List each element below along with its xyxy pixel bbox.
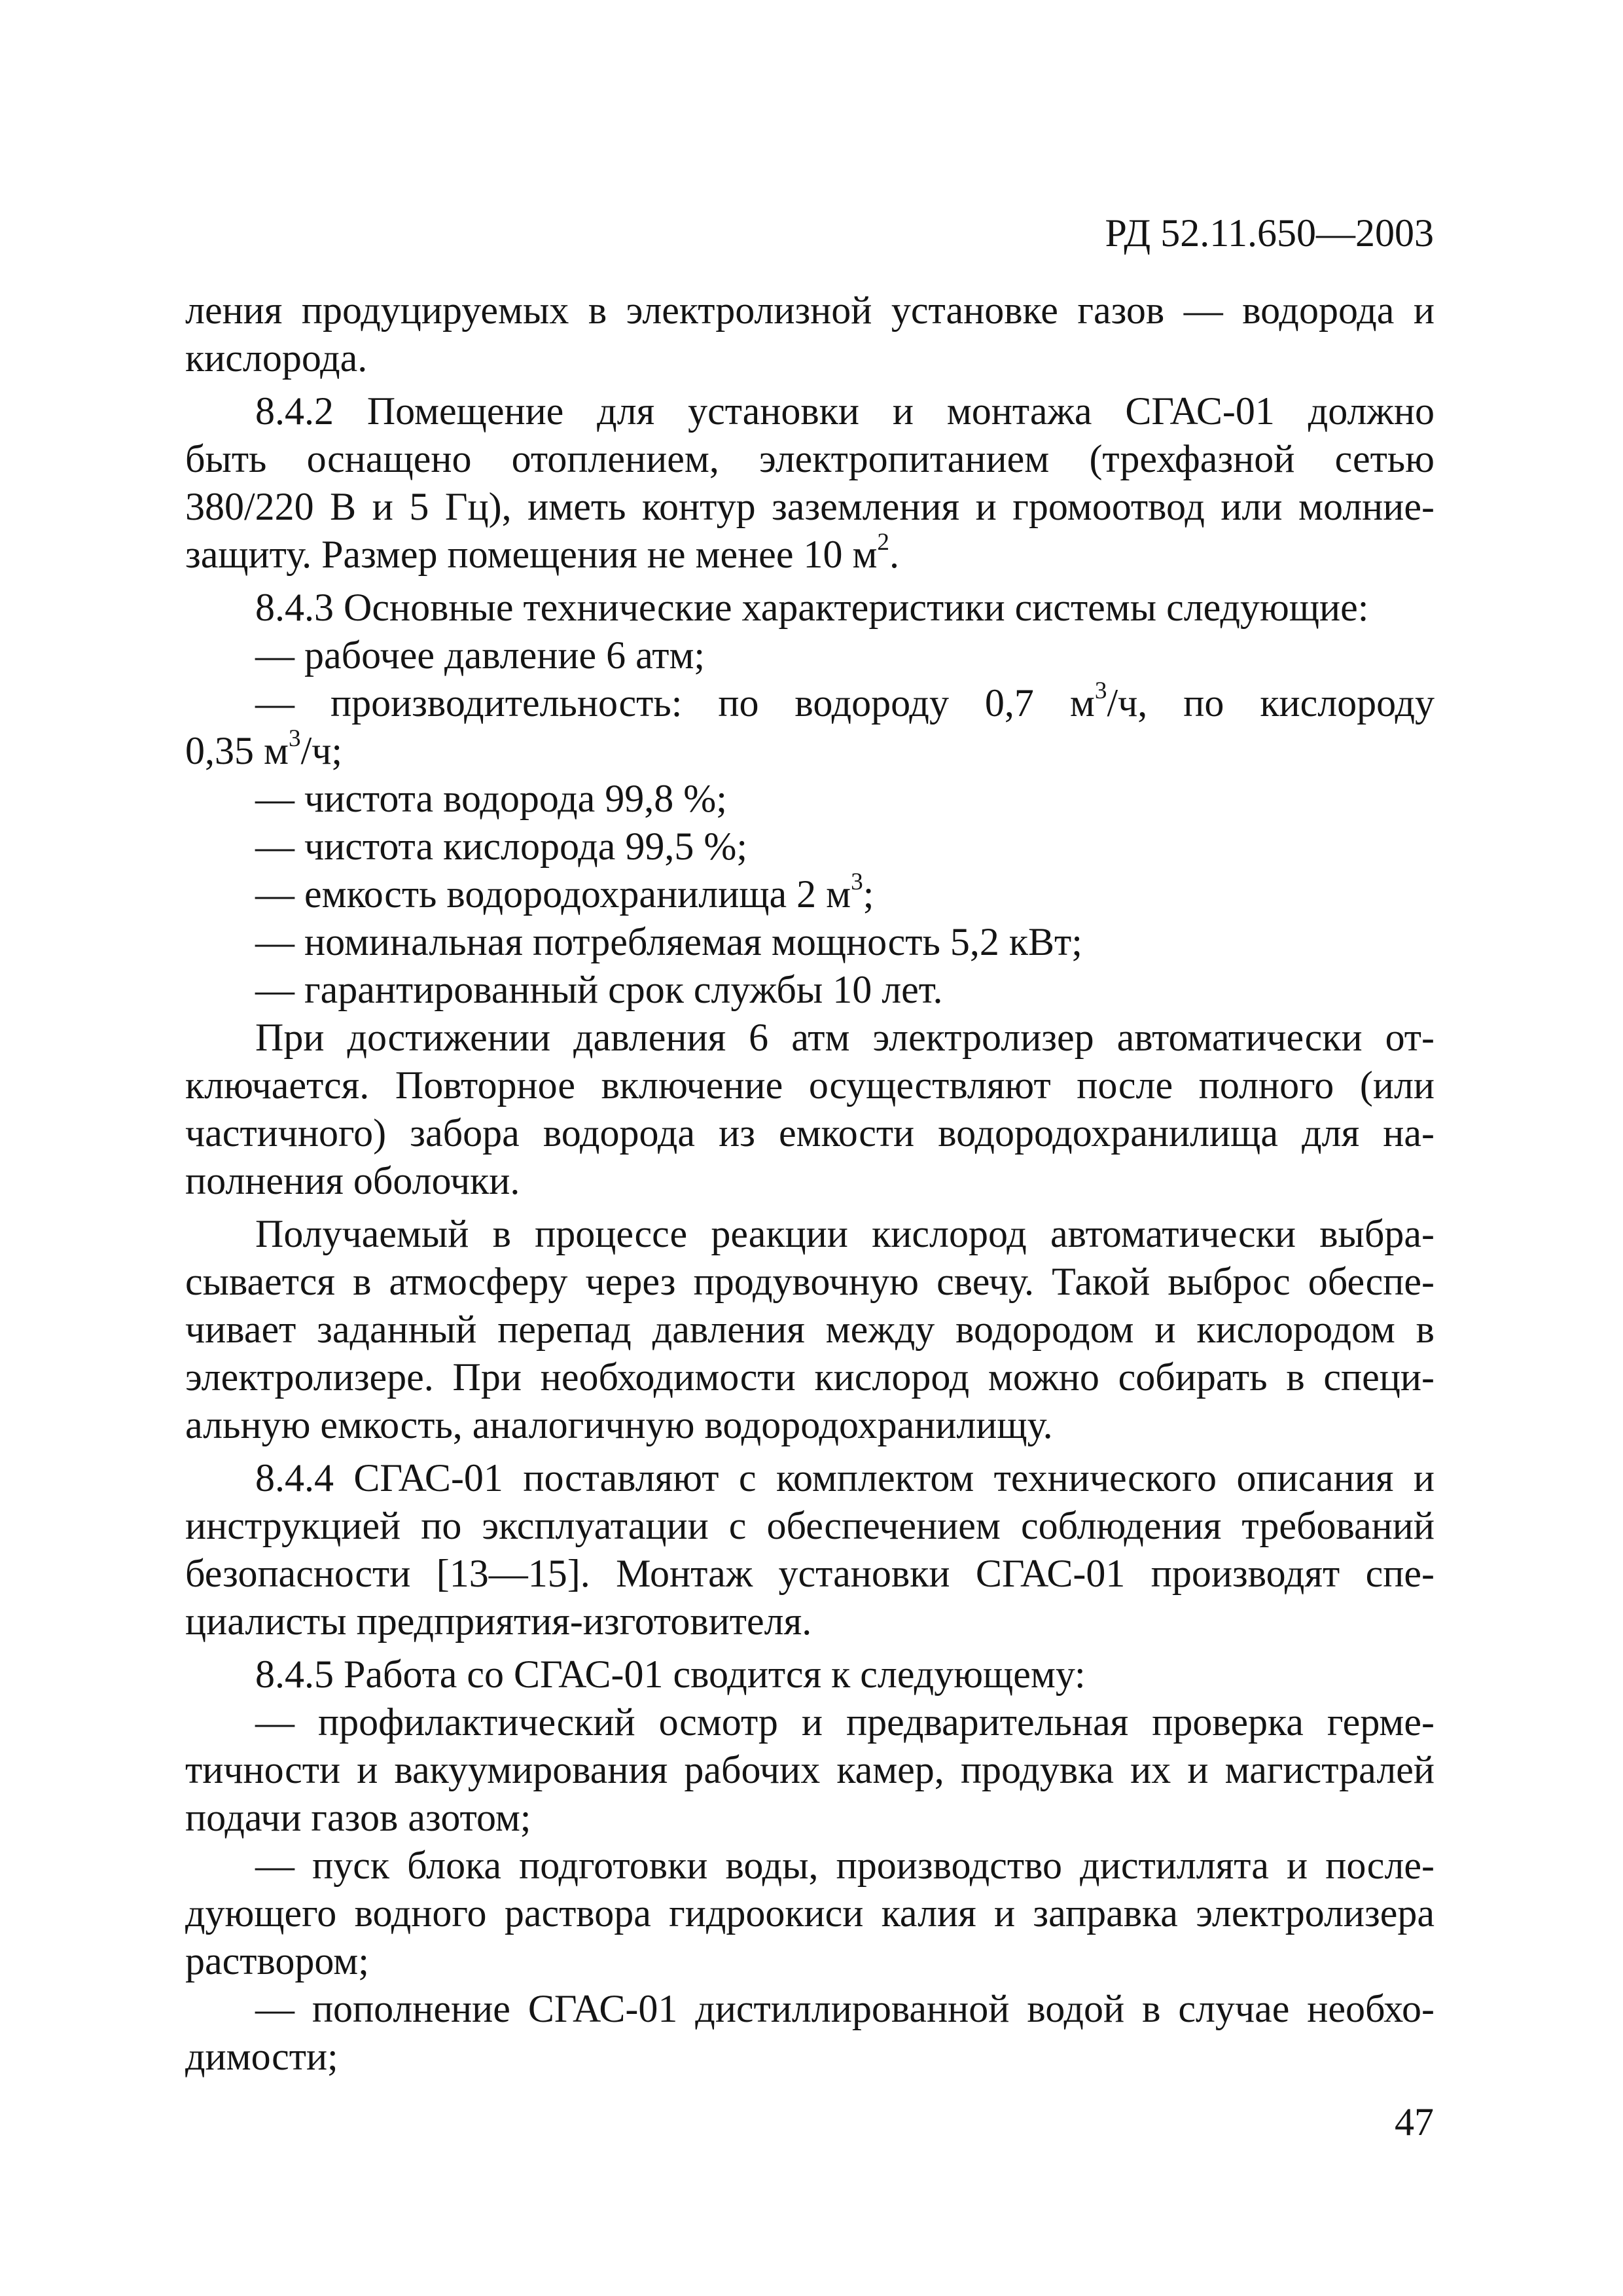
- body-text: [185, 287, 1435, 2081]
- text-fragment: ;: [863, 872, 874, 916]
- text-line: сывается в атмосферу через продувочную свечу. Такой выброс обеспе-: [185, 1260, 1435, 1303]
- list-item: — гарантированный срок службы 10 лет.: [255, 968, 943, 1011]
- text-fragment: /ч, по кислороду: [1107, 681, 1435, 725]
- list-item: [185, 870, 1435, 918]
- text-line: быть оснащено отоплением, электропитанием (трехфазной сетью: [185, 437, 1435, 480]
- text-line: циалисты предприятия-изготовителя.: [185, 1600, 812, 1643]
- text-fragment: защиту. Размер помещения не менее 10 м: [185, 533, 878, 576]
- text-fragment: 0,35 м: [185, 729, 289, 772]
- page-number: 47: [1395, 2100, 1434, 2144]
- text-line: безопасности [13—15]. Монтаж установки СГАС-01 производят спе-: [185, 1552, 1435, 1595]
- text-line: раствором;: [185, 1939, 369, 1982]
- text-line: 8.4.4 СГАС-01 поставляют с комплектом технического описания и: [255, 1456, 1435, 1499]
- text-fragment: /ч;: [300, 729, 343, 772]
- text-line: 8.4.2 Помещение для установки и монтажа СГАС-01 должно: [255, 389, 1435, 433]
- list-item: — чистота водорода 99,8 %;: [255, 777, 727, 820]
- text-line: [185, 727, 1435, 775]
- superscript: 3: [851, 869, 863, 896]
- text-line: частичного) забора водорода из емкости водородохранилища для на-: [185, 1111, 1435, 1155]
- text-line: При достижении давления 6 атм электролизер автоматически от-: [255, 1016, 1435, 1059]
- list-item: [185, 679, 1435, 727]
- text-line: тичности и вакуумирования рабочих камер, продувка их и магистралей: [185, 1748, 1435, 1791]
- text-line: ления продуцируемых в электролизной установке газов — водорода и: [185, 289, 1435, 332]
- text-line: кислорода.: [185, 336, 368, 380]
- list-item: — пополнение СГАС-01 дистиллированной водой в случае необхо-: [255, 1987, 1435, 2030]
- list-item: — профилактический осмотр и предварительная проверка герме-: [255, 1700, 1435, 1744]
- text-line: 380/220 В и 5 Гц), иметь контур заземления и громоотвод или молние-: [185, 485, 1435, 528]
- text-line: полнения оболочки.: [185, 1159, 520, 1202]
- superscript: 2: [877, 529, 890, 556]
- text-line: подачи газов азотом;: [185, 1796, 531, 1839]
- text-line: димости;: [185, 2035, 338, 2078]
- list-item: — пуск блока подготовки воды, производство дистиллята и после-: [255, 1844, 1435, 1887]
- text-line: 8.4.5 Работа со СГАС-01 сводится к следующему:: [255, 1653, 1086, 1696]
- text-line: ключается. Повторное включение осуществляют после полного (или: [185, 1064, 1435, 1107]
- text-line: инструкцией по эксплуатации с обеспечением соблюдения требований: [185, 1504, 1435, 1547]
- superscript: 3: [1094, 677, 1107, 705]
- list-item: — рабочее давление 6 атм;: [255, 634, 705, 677]
- list-item: — номинальная потребляемая мощность 5,2 кВт;: [255, 920, 1082, 963]
- superscript: 3: [288, 725, 301, 753]
- text-fragment: — емкость водородохранилища 2 м: [255, 872, 851, 916]
- text-fragment: .: [889, 533, 900, 576]
- document-code: РД 52.11.650—2003: [1105, 211, 1434, 255]
- text-line: дующего водного раствора гидроокиси калия и заправка электролизера: [185, 1892, 1435, 1935]
- text-line: [185, 531, 1435, 579]
- text-line: 8.4.3 Основные технические характеристики системы следующие:: [255, 586, 1369, 629]
- text-fragment: — производительность: по водороду 0,7 м: [255, 681, 1095, 725]
- text-line: альную емкость, аналогичную водородохранилищу.: [185, 1403, 1053, 1446]
- text-line: Получаемый в процессе реакции кислород автоматически выбра-: [255, 1212, 1435, 1255]
- text-line: чивает заданный перепад давления между водородом и кислородом в: [185, 1308, 1435, 1351]
- list-item: — чистота кислорода 99,5 %;: [255, 825, 748, 868]
- text-line: электролизере. При необходимости кислород можно собирать в специ-: [185, 1355, 1435, 1399]
